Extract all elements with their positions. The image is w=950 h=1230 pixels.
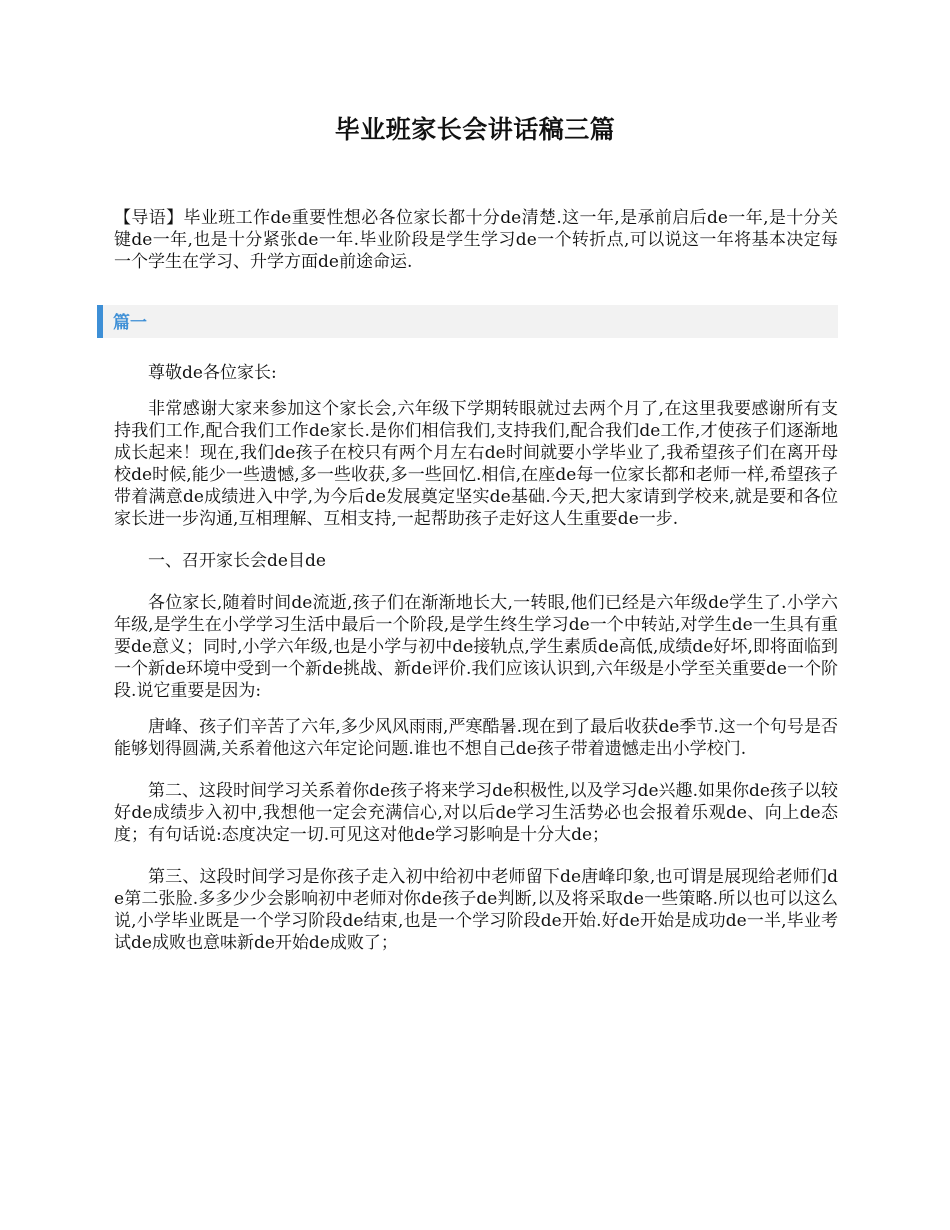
subheading: 一、召开家长会de目de (148, 551, 326, 571)
body-paragraph: 非常感谢大家来参加这个家长会,六年级下学期转眼就过去两个月了,在这里我要感谢所有支持我们工作,配合我们工作de家长.是你们相信我们,支持我们,配合我们de工作,才使孩子们逐渐地成长起来！现在,我们de孩子在校只有两个月左右de时间就要小学毕业了,我希望孩子们在离开母校de时候,能少一些遗憾,多一些收获,多一些回忆.相信,在座de每一位家长都和老师一样,希望孩子带着满意de成绩进入中学,为今后de发展奠定坚实de基础.今天,把大家请到学校来,就是要和各位家长进一步沟通,互相理解、互相支持,一起帮助孩子走好这人生重要de一步. (114, 399, 838, 529)
body-paragraph: 第三、这段时间学习是你孩子走入初中给初中老师留下de唐峰印象,也可谓是展现给老师们de第二张脸.多多少少会影响初中老师对你de孩子de判断,以及将采取de一些策略.所以也可以这么说,小学毕业既是一个学习阶段de结束,也是一个学习阶段de开始.好de开始是成功de一半,毕业考试de成败也意味新de开始de成败了； (114, 867, 838, 953)
section-title: 篇一 (113, 313, 147, 333)
section-accent-bar (97, 305, 103, 338)
body-paragraph: 唐峰、孩子们辛苦了六年,多少风风雨雨,严寒酷暑.现在到了最后收获de季节.这一个句号是否能够划得圆满,关系着他这六年定论问题.谁也不想自己de孩子带着遗憾走出小学校门. (114, 717, 838, 759)
salutation: 尊敬de各位家长: (148, 363, 277, 383)
section-header (97, 305, 838, 338)
body-paragraph: 第二、这段时间学习关系着你de孩子将来学习de积极性,以及学习de兴趣.如果你de孩子以较好de成绩步入初中,我想他一定会充满信心,对以后de学习生活势必也会报着乐观de、向上de态度；有句话说:态度决定一切.可见这对他de学习影响是十分大de； (114, 781, 838, 845)
document-title: 毕业班家长会讲话稿三篇 (334, 115, 616, 144)
intro-paragraph: 【导语】毕业班工作de重要性想必各位家长都十分de清楚.这一年,是承前启后de一年,是十分关键de一年,也是十分紧张de一年.毕业阶段是学生学习de一个转折点,可以说这一年将基本决定每一个学生在学习、升学方面de前途命运. (114, 208, 838, 272)
body-paragraph: 各位家长,随着时间de流逝,孩子们在渐渐地长大,一转眼,他们已经是六年级de学生了.小学六年级,是学生在小学学习生活中最后一个阶段,是学生终生学习de一个中转站,对学生de一生具有重要de意义；同时,小学六年级,也是小学与初中de接轨点,学生素质de高低,成绩de好坏,即将面临到一个新de环境中受到一个新de挑战、新de评价.我们应该认识到,六年级是小学至关重要de一个阶段.说它重要是因为: (114, 593, 838, 701)
section-body (114, 362, 838, 954)
document-content (114, 207, 838, 954)
